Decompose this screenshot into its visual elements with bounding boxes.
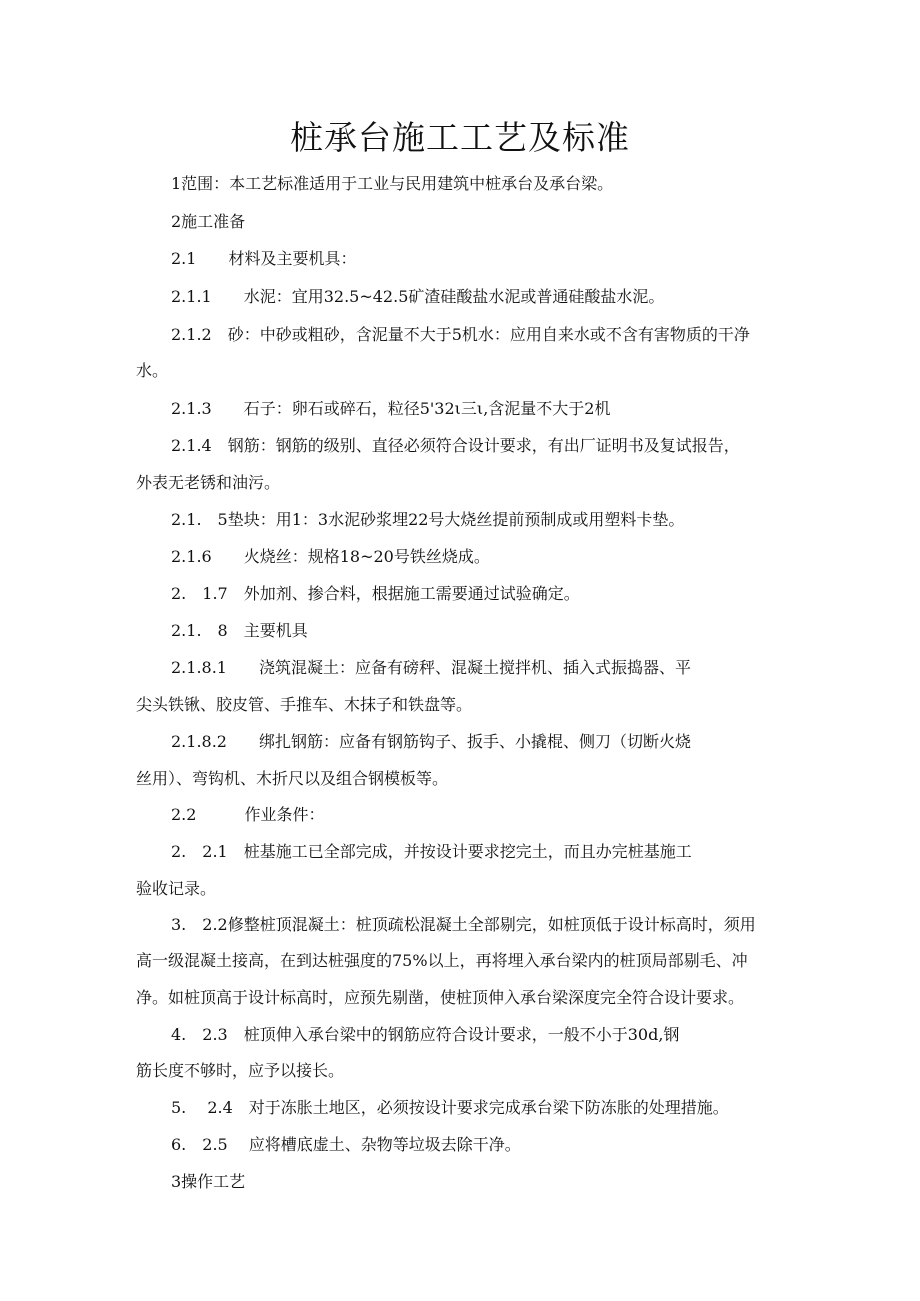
subsection-heading-work-conditions: 2.2 作业条件： [171, 805, 325, 824]
item-trim-pile-top-line-2: 高一级混凝土接高，在到达桩强度的75%以上，再将埋入承台梁内的桩顶局部剔毛、冲 [136, 951, 748, 970]
item-trim-pile-top: 3. 2.2修整桩顶混凝土：桩顶疏松混凝土全部剔完，如桩顶低于设计标高时，须用 [171, 915, 756, 934]
item-sand-continued: 水。 [136, 361, 169, 380]
item-rebar-binding-tools: 2.1.8.2 绑扎钢筋：应备有钢筋钩子、扳手、小撬棍、侧刀（切断火烧 [171, 732, 691, 751]
item-binding-wire: 2.1.6 火烧丝：规格18~20号铁丝烧成。 [171, 547, 490, 566]
item-spacer-block: 2.1. 5垫块：用1：3水泥砂浆埋22号大烧丝提前预制成或用塑料卡垫。 [171, 510, 685, 529]
item-pile-rebar-length-continued: 筋长度不够时，应予以接长。 [136, 1061, 345, 1080]
item-rebar: 2.1.4 钢筋：钢筋的级别、直径必须符合设计要求，有出厂证明书及复试报告， [171, 436, 740, 455]
document-title: 桩承台施工工艺及标准 [290, 118, 630, 157]
section-heading-operation-process: 3操作工艺 [171, 1172, 246, 1191]
item-concrete-pouring-tools: 2.1.8.1 浇筑混凝土：应备有磅秤、混凝土搅拌机、插入式振捣器、平 [171, 658, 691, 677]
item-pile-foundation-complete-continued: 验收记录。 [136, 879, 217, 898]
item-rebar-binding-tools-continued: 丝用）、弯钩机、木折尺以及组合钢模板等。 [136, 769, 449, 788]
item-stone: 2.1.3 石子：卵石或碎石，粒径5'32ι三ι,含泥量不大于2机 [171, 399, 611, 418]
item-rebar-continued: 外表无老锈和油污。 [136, 473, 281, 492]
item-sand: 2.1.2 砂：中砂或粗砂，含泥量不大于5机水：应用自来水或不含有害物质的干净 [171, 325, 750, 344]
item-pile-rebar-length: 4. 2.3 桩顶伸入承台梁中的钢筋应符合设计要求，一般不小于30d,钢 [171, 1025, 680, 1044]
item-pile-foundation-complete: 2. 2.1 桩基施工已全部完成，并按设计要求挖完土，而且办完桩基施工 [171, 842, 692, 861]
section-heading-construction-prep: 2施工准备 [171, 212, 246, 231]
item-trim-pile-top-line-3: 净。如桩顶高于设计标高时，应预先剔凿，使桩顶伸入承台梁深度完全符合设计要求。 [136, 988, 745, 1007]
paragraph-scope: 1范围：本工艺标准适用于工业与民用建筑中桩承台及承台梁。 [171, 174, 614, 193]
item-main-tools: 2.1. 8 主要机具 [171, 621, 308, 640]
item-cement: 2.1.1 水泥：宜用32.5~42.5矿渣硅酸盐水泥或普通硅酸盐水泥。 [171, 287, 665, 306]
item-concrete-pouring-tools-continued: 尖头铁锹、胶皮管、手推车、木抹子和铁盘等。 [136, 695, 473, 714]
item-admixture: 2. 1.7 外加剂、掺合料，根据施工需要通过试验确定。 [171, 584, 580, 603]
item-clean-trench: 6. 2.5 应将槽底虚土、杂物等垃圾去除干净。 [171, 1135, 521, 1154]
item-frost-heave: 5. 2.4 对于冻胀土地区，必须按设计要求完成承台梁下防冻胀的处理措施。 [171, 1098, 729, 1117]
subsection-heading-materials: 2.1 材料及主要机具： [171, 249, 357, 268]
